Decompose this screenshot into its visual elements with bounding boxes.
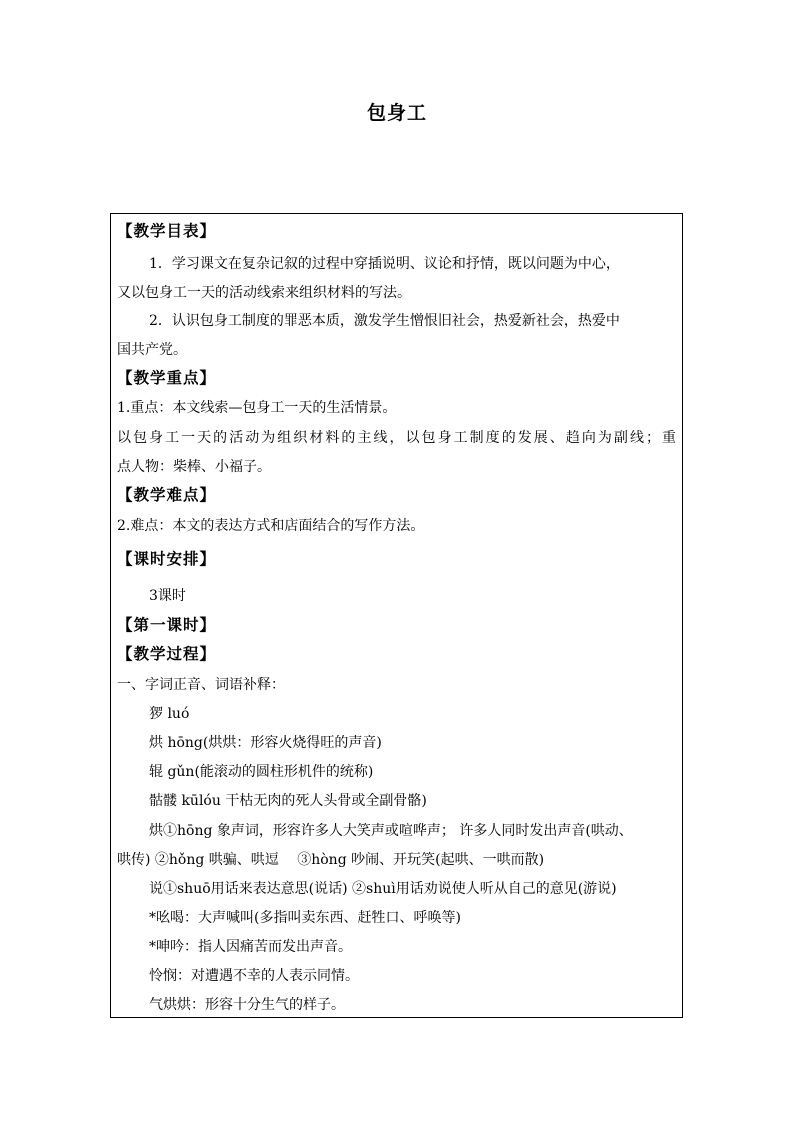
section-heading-objectives: 【教学目表】: [117, 221, 217, 240]
difficulty-line: 2.难点：本文的表达方式和店面结合的写作方法。: [117, 518, 425, 534]
section-heading-key-points: 【教学重点】: [117, 368, 217, 387]
vocab-item: 烘 hōng(烘烘：形容火烧得旺的声音): [149, 735, 382, 751]
lesson-plan-table: [110, 213, 683, 1018]
key-point-line-2: 以包身工一天的活动为组织材料的主线，以包身工制度的发展、趋向为副线；重: [117, 430, 676, 446]
vocab-item-continued: 哄传) ②hǒng 哄骗、哄逗 ③hòng 吵闹、开玩笑(起哄、一哄而散): [117, 852, 545, 868]
vocab-item: 气烘烘：形容十分生气的样子。: [149, 997, 345, 1013]
vocab-item: 烘①hōng 象声词，形容许多人大笑声或喧哗声； 许多人同时发出声音(哄动、: [149, 823, 633, 839]
vocab-item: 骷髅 kūlóu 干枯无肉的死人头骨或全副骨骼): [149, 793, 427, 809]
section-heading-schedule: 【课时安排】: [117, 549, 217, 568]
objective-2-line-1: 2．认识包身工制度的罪恶本质，激发学生憎恨旧社会，热爱新社会，热爱中: [149, 313, 620, 329]
objective-2-line-2: 国共产党。: [117, 342, 187, 358]
vocab-intro: 一、字词正音、词语补释：: [117, 677, 285, 693]
section-heading-difficulties: 【教学难点】: [117, 485, 217, 504]
page-title: 包身工: [366, 102, 427, 124]
section-heading-process: 【教学过程】: [117, 644, 217, 663]
objective-1-line-1: 1．学习课文在复杂记叙的过程中穿插说明、议论和抒情，既以问题为中心，: [149, 256, 620, 272]
vocab-item: 怜悯：对遭遇不幸的人表示同情。: [149, 968, 359, 984]
vocab-item: 说①shuō用话来表达意思(说话) ②shuì用话劝说使人听从自己的意见(游说): [149, 881, 617, 897]
key-point-line-3: 点人物：柴棒、小福子。: [117, 459, 271, 475]
vocab-item: *吆喝：大声喊叫(多指叫卖东西、赶牲口、呼唤等): [149, 910, 461, 926]
key-point-line-1: 1.重点：本文线索—包身工一天的生活情景。: [117, 400, 397, 416]
vocab-item: 猡 luó: [149, 706, 190, 722]
vocab-item: *呻吟：指人因痛苦而发出声音。: [149, 939, 352, 955]
schedule-value: 3课时: [149, 588, 186, 604]
vocab-item: 辊 gǔn(能滚动的圆柱形机件的统称): [149, 764, 374, 780]
section-heading-first-lesson: 【第一课时】: [117, 615, 217, 634]
objective-1-line-2: 又以包身工一天的活动线索来组织材料的写法。: [117, 285, 411, 301]
